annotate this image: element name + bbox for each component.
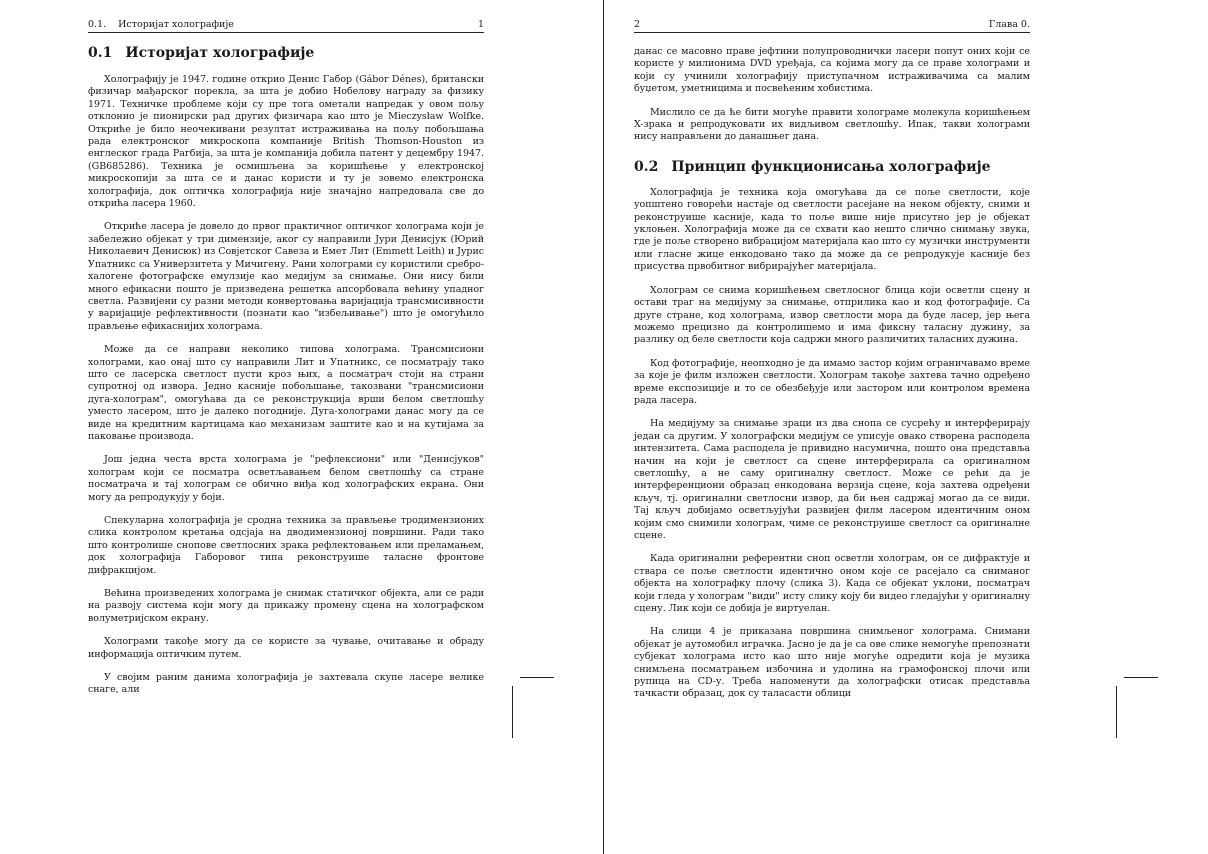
header-chapter: Глава 0. (988, 19, 1030, 30)
crop-mark-horizontal (520, 677, 554, 678)
paragraph: Холограми такође могу да се користе за чување, очитавање и обраду информација оптичким путем. (88, 636, 484, 660)
crop-mark-vertical (1116, 686, 1117, 738)
page-number: 1 (477, 19, 484, 30)
right-page (604, 0, 1208, 854)
section-number: 0.2 (634, 158, 659, 175)
page-number: 2 (634, 19, 641, 30)
paragraph: Када оригинални референтни сноп осветли холограм, он се дифрактује и ствара се поље светлости идентично оном које се расејало са снимaног објекта на холографку плочу (слика 3). Када се објекат уклони, посматрач који гледа у холограм "види" исту слику коју би видео гледајући у оригиналну сцену. Лик који се добија је виртуелан. (634, 553, 1030, 615)
section-title: Принцип функционисања холографије (671, 158, 991, 175)
paragraph: Спекуларна холографија је сродна техника за прављење тродимензионих слика контролом кретања одсјаја на дводимензионој површини. Ради тако што контролише снопове светлосних зрака рефлектовањем или преламањем, док холографија Габоровог типа реконструише таласне фронтове дифракцијом. (88, 515, 484, 576)
paragraph: На медијуму за снимање зраци из два снопа се сусрећу и интерферирају један са другим. У холографски медијум се уписује овако створена расподела интензитета. Сама расподела је привидно насумична, пошто она представља начин на који је светлост са сцене интерферирала са оригиналном светлошћу, а не саму оригиналну светлост. Може се рећи да је интерференциони образац енкодована верзија сцене, која захтева одређени кључ, тј. оригинални светлосни извор, да би њен садржај могао да се види. Тај кључ добијамо осветљујући развијен филм ласером идентичним оном којим смо снимили холограм, чиме се реконструише светлост са оригиналне сцене. (634, 418, 1030, 541)
section-heading (634, 158, 1030, 176)
left-page-header (88, 17, 484, 33)
left-page (0, 0, 603, 854)
header-section-title: Историјат холографије (118, 19, 234, 30)
header-section-number: 0.1. (88, 19, 107, 30)
paragraph: Холографија је техника која омогућава да се поље светлости, које уопштено говорећи настаје од светлости расејане на неком објекту, сними и реконструише касније, када то поље више није присутно јер је објекат уклоњен. Холографија може да се схвати као нешто слично снимању звука, где је поље створено вибрацијом материјала као што су музички инструменти или гласне жице енкодовано тако да може да се репродукује касније без присуства првобитног вибрирајућег материјала. (634, 186, 1030, 273)
section-number: 0.1 (88, 45, 113, 61)
paragraph: Већина произведених холограма је снимак статичког објекта, али се ради на развоју система који могу да прикажу промену сцена на холографском волуметријском екрану. (88, 588, 484, 624)
section-title: Историјат холографије (125, 45, 315, 61)
paragraph: Холограм се снима коришћењем светлосног блица који осветли сцену и остави траг на медијуму за снимање, отприлика као и код фотографије. Са друге стране, код холограма, извор светлости мора да буде ласер, јер њега можемо прецизно да контролишемо и има фиксну таласну дужину, за разлику од беле светлости која садржи много различитих таласних дужина. (634, 284, 1030, 346)
paragraph: Код фотографије, неопходно је да имамо застор којим ограничавамо време за које је филм изложен светлости. Холограм такође захтева тачно одређено време експозиције и то се обезбеђује или застором или контролом времена рада ласера. (634, 357, 1030, 406)
paragraph: Мислило се да ће бити могуће правити холограме молекула коришћењем X-зрака и репродуковати их видљивом светлошћу. Ипак, такви холограми нису направљени до данашњег дана. (634, 106, 1030, 143)
right-page-content (634, 46, 1030, 712)
section-heading (88, 44, 484, 62)
left-page-content (88, 44, 484, 708)
paragraph: Може да се направи неколико типова холограма. Трансмисиони холограми, као онај што су направили Лит и Упатникс, се посматрају тако што се ласерска светлост пусти кроз њих, а посматрач стоји на страни супротној од извора. Једно касније побољшање, такозвани "трансмисиони дуга-холограм", омогућава да се реконструкција врши белом светлошћу уместо ласером, што је далеко погодније. Дуга-холограми данас могу да се виде на кредитним картицама као механизам заштите као и на кутијама за паковање производа. (88, 344, 484, 442)
paragraph: У својим раним данима холографија је захтевала скупе ласере велике снаге, али (88, 672, 484, 696)
running-header-section (88, 19, 234, 30)
paragraph-continuation: данас се масовно праве јефтини полупроводнички ласери попут оних који се користе у милионима DVD уређаја, са којима могу да се праве холограми и који су учинили холографију приступачном истраживачима са малим буџетом, уметницима и посвећеним хобистима. (634, 46, 1030, 95)
paragraph: Откриће ласера је довело до првог практичног оптичког холограма који је забележио објекат у три димензије, аког су направили Јури Денисјук (Юрий Николаевич Денисюк) из Совјетског Савеза и Емет Лит (Emmett Leith) и Јурис Упатникс са Универзитета у Мичигену. Рани холограми су користили сребро-халогене фотографске емулзије као медијум за снимање. Они нису били много ефикасни пошто је призведена решетка апсорбовала већину упадног светла. Развијени су разни методи конвертовања варијација трансмисивности у варијације рефлективности (познати као "избељивање") што је омогућило прављење ефикаснијих холограма. (88, 221, 484, 332)
paragraph: На слици 4 је приказана површина снимљеног холограма. Снимани објекат је аутомобил играчка. Јасно је да је са ове слике немогуће препознати субјекат холограма исто као што није могуће одредити која је музика снимљена посматрањем избочина и удолина на грамофонској плочи или рупица на CD-у. Треба напоменути да холографски отисак представља тачкасти образац, док су таласасти облици (634, 626, 1030, 700)
paragraph: Холографију је 1947. године открио Денис Габор (Gábor Dénes), британски физичар мађарског порекла, за шта је добио Нобелову награду за физику 1971. Техничке проблеме који су пре тога ометали напредак у овом пољу отклонио је пионирски рад других физичара као што је Mieczysław Wolfke. Откриће је било неочекивани резултат истраживања на пољу побољшања рада електронског микроскопа компаније British Thomson-Houston из енглеског града Рагбија, за шта је компанија добила патент у децембру 1947. (GB685286). Техника је осмишљена за коришћење у електронској микроскопији за шта се и данас користи и ту је зовемо електронска холографија, док оптичка холографија није значајно напредовала све до открића ласера 1960. (88, 74, 484, 210)
paragraph: Још једна честа врста холограма је "рефлексиони" или "Денисјуков" холограм који се посматра осветљавањем белом светлошћу са стране посматрача и тај холограм се обично виђа код холографских екрана. Они могу да репродукују у боји. (88, 454, 484, 503)
crop-mark-vertical (512, 686, 513, 738)
right-page-header (634, 17, 1030, 33)
crop-mark-horizontal (1124, 677, 1158, 678)
